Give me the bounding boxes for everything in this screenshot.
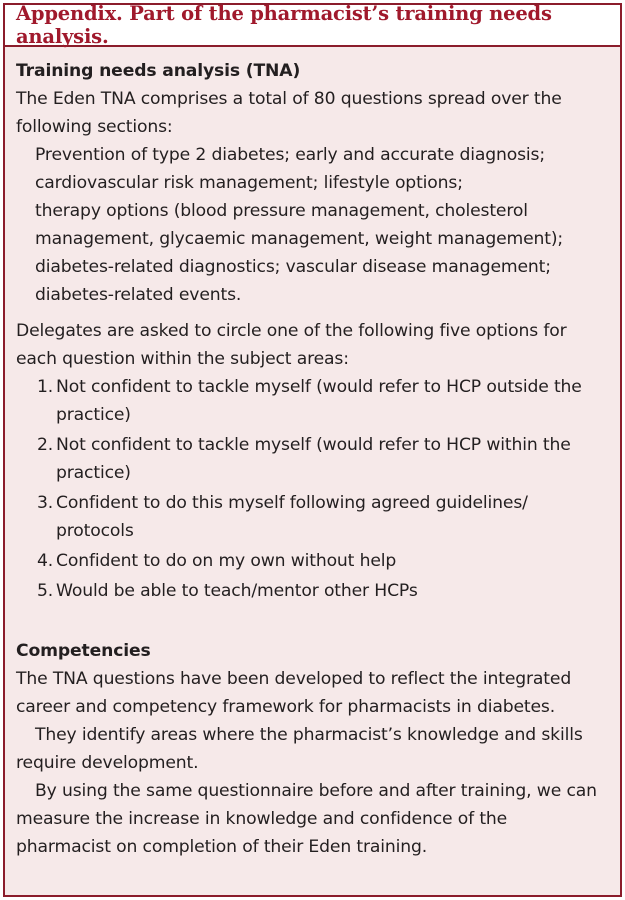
tna-intro: The Eden TNA comprises a total of 80 questions spread over the following sections: [16,89,562,137]
appendix-box [3,3,622,897]
option-text: Not confident to tackle myself (would refer to HCP within the practice) [56,435,571,483]
option-text: Would be able to teach/mentor other HCPs [56,581,418,601]
tna-section-line: Prevention of type 2 diabetes; early and accurate diagnosis; [35,145,545,165]
competencies-paragraph: They identify areas where the pharmacist’s knowledge and skills require development. [16,725,583,773]
appendix-content [5,47,620,861]
tna-section-line: diabetes-related diagnostics; vascular disease management; [35,257,551,277]
tna-sections [16,141,606,309]
option-text: Not confident to tackle myself (would refer to HCP outside the practice) [56,377,582,425]
option-number: 5. [37,581,54,601]
appendix-header [5,2,620,48]
option-text: Confident to do on my own without help [56,551,397,571]
options-list [16,373,606,605]
competencies-heading: Competencies [16,641,151,661]
tna-section-line: management, glycaemic management, weight management); [35,229,564,249]
tna-section-line: cardiovascular risk management; lifestyle options; [35,173,463,193]
option-item [16,577,606,605]
option-number: 1. [37,377,54,397]
option-item [16,431,606,487]
competencies-paragraph: By using the same questionnaire before and after training, we can measure the increase in knowledge and confidence of the pharmacist on completion of their Eden training. [16,781,597,857]
option-number: 3. [37,493,54,513]
option-item [16,547,606,575]
appendix-title: Appendix. Part of the pharmacist’s training needs analysis. [16,2,552,48]
option-number: 4. [37,551,54,571]
tna-heading: Training needs analysis (TNA) [16,61,301,81]
option-text: Confident to do this myself following agreed guidelines/ protocols [56,493,528,541]
delegates-instructions: Delegates are asked to circle one of the following five options for each question within the subject areas: [16,321,567,369]
tna-section-line: therapy options (blood pressure management, cholesterol [35,201,528,221]
tna-section-line: diabetes-related events. [35,285,242,305]
option-item [16,373,606,429]
option-number: 2. [37,435,54,455]
competencies-paragraph: The TNA questions have been developed to reflect the integrated career and competency framework for pharmacists in diabetes. [16,669,572,717]
option-item [16,489,606,545]
